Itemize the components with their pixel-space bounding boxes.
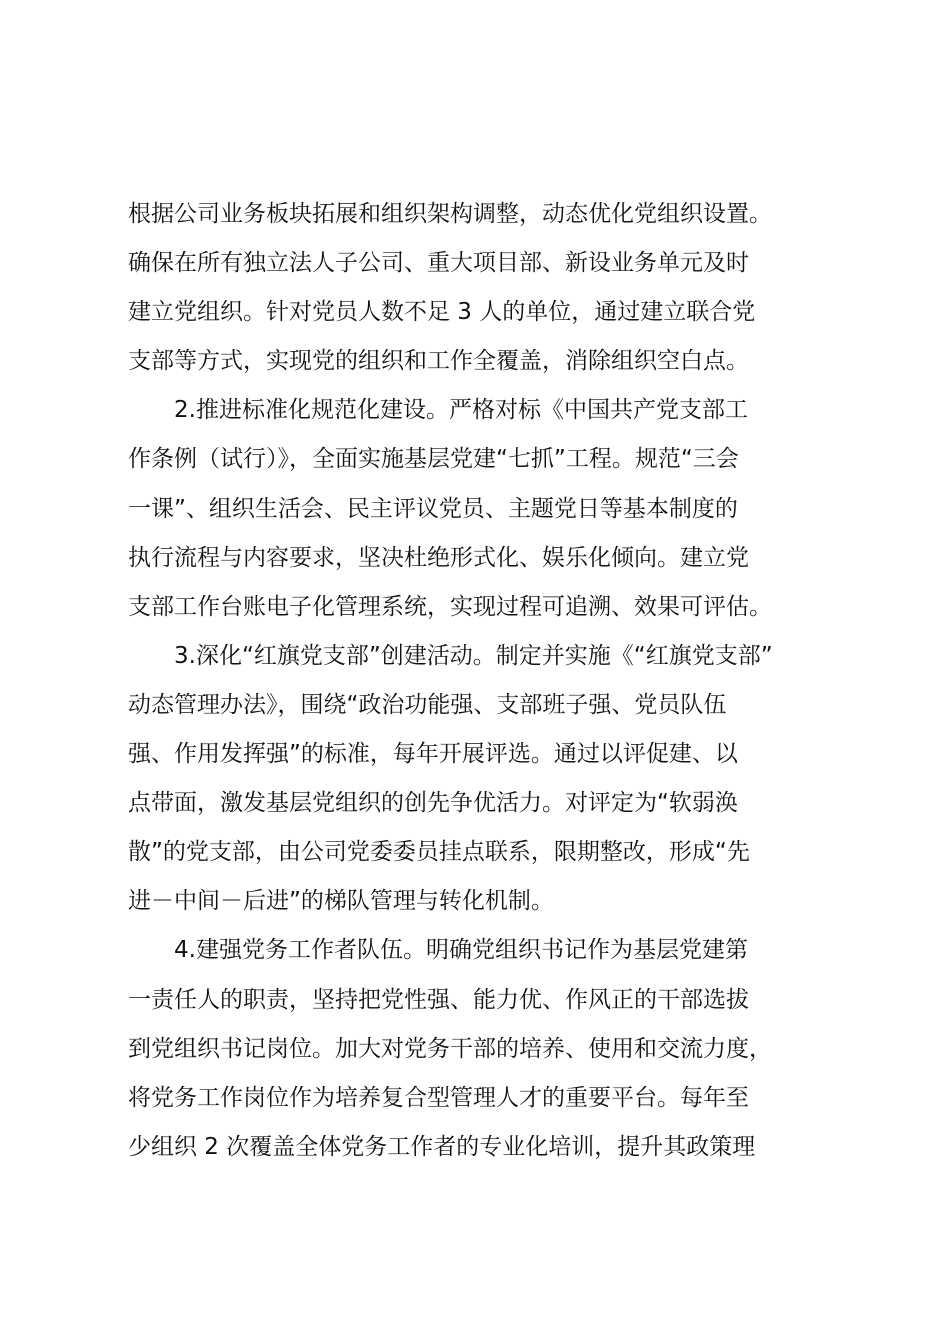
paragraph-4-start: 4.建强党务工作者队伍。明确党组织书记作为基层党建第 <box>174 937 748 964</box>
text-line: 到党组织书记岗位。加大对党务干部的培养、使用和交流力度， <box>128 1035 772 1062</box>
text-line: 少组织 2 次覆盖全体党务工作者的专业化培训，提升其政策理 <box>128 1133 756 1160</box>
document-body <box>128 190 828 1172</box>
text-line: 支部工作台账电子化管理系统，实现过程可追溯、效果可评估。 <box>128 593 772 620</box>
text-line: 一课”、组织生活会、民主评议党员、主题党日等基本制度的 <box>128 495 738 522</box>
text-line: 进－中间－后进”的梯队管理与转化机制。 <box>128 888 554 915</box>
text-line: 将党务工作岗位作为培养复合型管理人才的重要平台。每年至 <box>128 1084 749 1111</box>
text-line: 散”的党支部，由公司党委委员挂点联系，限期整改，形成“先 <box>128 839 750 866</box>
text-line: 根据公司业务板块拓展和组织架构调整，动态优化党组织设置。 <box>128 201 772 227</box>
text-line: 确保在所有独立法人子公司、重大项目部、新设业务单元及时 <box>128 250 749 277</box>
text-line: 强、作用发挥强”的标准，每年开展评选。通过以评促建、以 <box>128 741 738 768</box>
text-line: 动态管理办法》，围绕“政治功能强、支部班子强、党员队伍 <box>128 691 727 718</box>
text-line: 点带面，激发基层党组织的创先争优活力。对评定为“软弱涣 <box>128 790 738 817</box>
text-line: 作条例（试行）》，全面实施基层党建“七抓”工程。规范“三会 <box>128 446 739 473</box>
text-line: 建立党组织。针对党员人数不足 3 人的单位，通过建立联合党 <box>128 299 756 326</box>
text-line: 一责任人的职责，坚持把党性强、能力优、作风正的干部选拔 <box>128 986 749 1013</box>
text-line: 执行流程与内容要求，坚决杜绝形式化、娱乐化倾向。建立党 <box>128 544 749 571</box>
paragraph-2-start: 2.推进标准化规范化建设。严格对标《中国共产党支部工 <box>174 397 748 424</box>
paragraph-3-start: 3.深化“红旗党支部”创建活动。制定并实施《“红旗党支部” <box>174 642 773 669</box>
text-line: 支部等方式，实现党的组织和工作全覆盖，消除组织空白点。 <box>128 348 749 375</box>
